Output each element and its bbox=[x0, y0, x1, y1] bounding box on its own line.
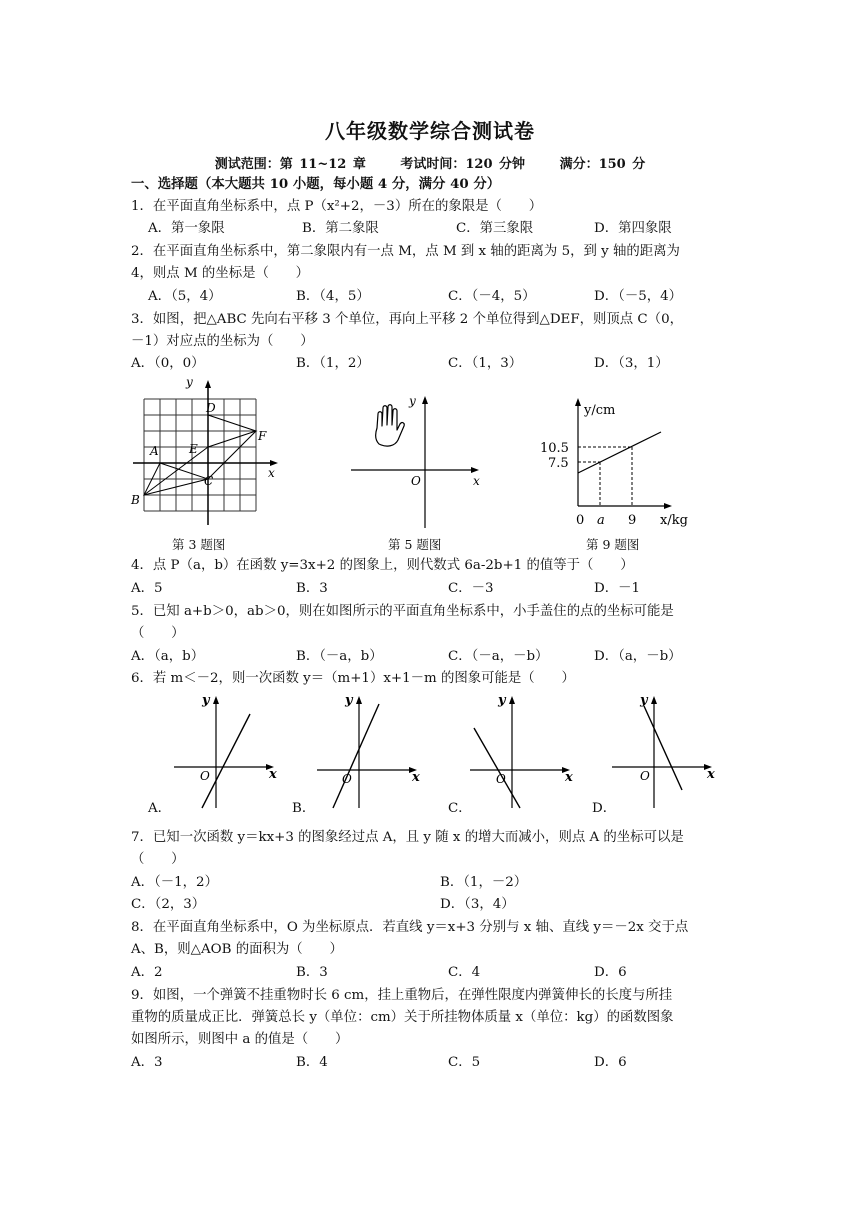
q7-stem-2: （ ） bbox=[131, 852, 185, 867]
hand-icon bbox=[376, 405, 405, 446]
q6-option-d: D． bbox=[592, 801, 617, 816]
fig3-label-f: F bbox=[258, 429, 267, 443]
q7-stem-1: 7．已知一次函数 y＝kx+3 的图象经过点 A，且 y 随 x 的增大而减小，则点 A 的坐标可以是 bbox=[131, 830, 684, 845]
q3-option-a: A．（0，0） bbox=[131, 356, 205, 371]
figure-3-caption: 第 3 题图 bbox=[172, 537, 226, 552]
q6a-y: y bbox=[202, 693, 210, 708]
y-arrow bbox=[205, 380, 211, 388]
q5-option-a: A．（a，b） bbox=[131, 649, 205, 664]
q3-option-d: D．（3，1） bbox=[594, 356, 669, 371]
fig5-label-y: y bbox=[409, 394, 416, 408]
figure-9-caption: 第 9 题图 bbox=[586, 537, 640, 552]
test-score: 满分：150 分 bbox=[559, 157, 646, 172]
fig9-label-9: 9 bbox=[628, 513, 637, 528]
q1-option-b: B．第二象限 bbox=[302, 221, 379, 236]
q5-stem-1: 5．已知 a+b＞0，ab＞0，则在如图所示的平面直角坐标系中，小手盖住的点的坐标可能是 bbox=[131, 604, 674, 619]
q2-stem-1: 2．在平面直角坐标系中，第二象限内有一点 M，点 M 到 x 轴的距离为 5，到 y 轴的距离为 bbox=[131, 244, 680, 259]
fig9-label-x: x/kg bbox=[660, 513, 688, 528]
q6-graph-d bbox=[610, 690, 722, 812]
q2-stem-2: 4，则点 M 的坐标是（ ） bbox=[131, 266, 310, 281]
fig3-label-a: A bbox=[150, 444, 159, 458]
q9-stem-3: 如图所示，则图中 a 的值是（ ） bbox=[131, 1032, 349, 1047]
q6d-o: O bbox=[640, 769, 650, 783]
fig3-label-d: D bbox=[206, 401, 216, 415]
q1-option-c: C．第三象限 bbox=[456, 221, 534, 236]
graph-line bbox=[578, 432, 661, 473]
q8-option-c: C．4 bbox=[448, 965, 481, 980]
fig3-label-y: y bbox=[186, 375, 193, 389]
q1-option-a: A．第一象限 bbox=[148, 221, 225, 236]
fig3-label-c: C bbox=[204, 474, 214, 488]
q6c-x: x bbox=[565, 770, 573, 785]
q6-graph-c bbox=[468, 690, 580, 812]
q4-option-b: B．3 bbox=[296, 581, 328, 596]
q6a-x: x bbox=[269, 767, 277, 782]
q8-stem-2: A、B，则△AOB 的面积为（ ） bbox=[131, 942, 343, 957]
q3-option-b: B．（1，2） bbox=[296, 356, 370, 371]
q6b-o: O bbox=[342, 772, 352, 786]
q9-stem-1: 9．如图，一个弹簧不挂重物时长 6 cm，挂上重物后，在弹性限度内弹簧伸长的长度与所挂 bbox=[131, 988, 673, 1003]
fig9-value-10-5: 10.5 bbox=[540, 441, 569, 456]
q6-graph-a bbox=[172, 690, 284, 812]
fig3-label-x: x bbox=[268, 466, 275, 480]
fig9-label-y: y/cm bbox=[584, 403, 616, 418]
q8-option-a: A．2 bbox=[131, 965, 163, 980]
q6d-y: y bbox=[640, 693, 648, 708]
figure-5-axes bbox=[345, 392, 485, 532]
q5-option-b: B．（－a，b） bbox=[296, 649, 383, 664]
q4-option-a: A．5 bbox=[131, 581, 163, 596]
q5-option-c: C．（－a，－b） bbox=[448, 649, 549, 664]
y-arrow bbox=[575, 398, 581, 406]
fig9-value-7-5: 7.5 bbox=[548, 456, 569, 471]
fig5-label-o: O bbox=[411, 474, 421, 488]
q6-stem: 6．若 m＜－2，则一次函数 y＝（m+1）x+1－m 的图象可能是（ ） bbox=[131, 671, 575, 686]
test-scope: 测试范围：第 11~12 章 bbox=[214, 157, 366, 172]
q6d-x: x bbox=[707, 767, 715, 782]
q2-option-a: A．（5，4） bbox=[148, 289, 222, 304]
q9-option-a: A．3 bbox=[131, 1055, 163, 1070]
segment-cf bbox=[208, 431, 256, 479]
q8-stem-1: 8．在平面直角坐标系中，O 为坐标原点．若直线 y＝x+3 分别与 x 轴、直线 y＝－2x 交于点 bbox=[131, 920, 689, 935]
q5-option-d: D．（a，－b） bbox=[594, 649, 682, 664]
q4-stem: 4．点 P（a，b）在函数 y=3x+2 的图象上，则代数式 6a-2b+1 的值等于（ ） bbox=[131, 558, 634, 573]
q1-stem: 1．在平面直角坐标系中，点 P（x²+2，－3）所在的象限是（ ） bbox=[131, 199, 543, 214]
figure-3-grid bbox=[128, 375, 288, 530]
test-time: 考试时间：120 分钟 bbox=[400, 157, 526, 172]
fig5-label-x: x bbox=[473, 474, 480, 488]
q8-option-b: B．3 bbox=[296, 965, 328, 980]
x-arrow bbox=[471, 467, 479, 473]
q6-option-a: A． bbox=[148, 801, 172, 816]
guide-lines bbox=[578, 447, 632, 506]
section-heading: 一、选择题（本大题共 10 小题，每小题 4 分，满分 40 分） bbox=[131, 176, 501, 192]
q1-option-d: D．第四象限 bbox=[594, 221, 672, 236]
q2-option-c: C．（－4，5） bbox=[448, 289, 536, 304]
q3-stem-1: 3．如图，把△ABC 先向右平移 3 个单位，再向上平移 2 个单位得到△DEF，则顶点 C（0， bbox=[131, 312, 683, 327]
q8-option-d: D．6 bbox=[594, 965, 627, 980]
figure-5-caption: 第 5 题图 bbox=[388, 537, 442, 552]
q6-option-c: C． bbox=[448, 801, 472, 816]
q6c-y: y bbox=[498, 693, 506, 708]
q2-option-d: D．（－5，4） bbox=[594, 289, 683, 304]
q3-stem-2: －1）对应点的坐标为（ ） bbox=[131, 334, 314, 349]
q5-stem-2: （ ） bbox=[131, 626, 185, 641]
fig9-label-a: a bbox=[597, 513, 605, 528]
y-arrow bbox=[422, 396, 428, 404]
page-title: 八年级数学综合测试卷 bbox=[325, 119, 535, 143]
q6-option-b: B． bbox=[292, 801, 316, 816]
q7-option-b: B．（1，－2） bbox=[440, 875, 528, 890]
fig3-label-b: B bbox=[131, 493, 140, 507]
q7-option-a: A．（－1，2） bbox=[131, 875, 218, 890]
q6b-x: x bbox=[412, 770, 420, 785]
q9-option-b: B．4 bbox=[296, 1055, 328, 1070]
q6a-o: O bbox=[200, 769, 210, 783]
q6b-y: y bbox=[345, 693, 353, 708]
q2-option-b: B．（4，5） bbox=[296, 289, 370, 304]
q3-option-c: C．（1，3） bbox=[448, 356, 523, 371]
q9-option-d: D．6 bbox=[594, 1055, 627, 1070]
figure-9-graph bbox=[528, 392, 708, 532]
q7-option-c: C．（2，3） bbox=[131, 897, 206, 912]
q9-option-c: C．5 bbox=[448, 1055, 481, 1070]
q4-option-d: D．－1 bbox=[594, 581, 641, 596]
q6c-o: O bbox=[496, 772, 506, 786]
q4-option-c: C．－3 bbox=[448, 581, 494, 596]
fig9-origin: 0 bbox=[576, 513, 585, 528]
grid-lines bbox=[144, 399, 256, 511]
q7-option-d: D．（3，4） bbox=[440, 897, 515, 912]
q6-graph-b bbox=[315, 690, 427, 812]
test-info bbox=[0, 153, 860, 172]
x-arrow bbox=[664, 503, 672, 509]
q9-stem-2: 重物的质量成正比．弹簧总长 y（单位：cm）关于所挂物体质量 x（单位：kg）的函数图象 bbox=[131, 1010, 674, 1025]
fig3-label-e: E bbox=[189, 442, 198, 456]
